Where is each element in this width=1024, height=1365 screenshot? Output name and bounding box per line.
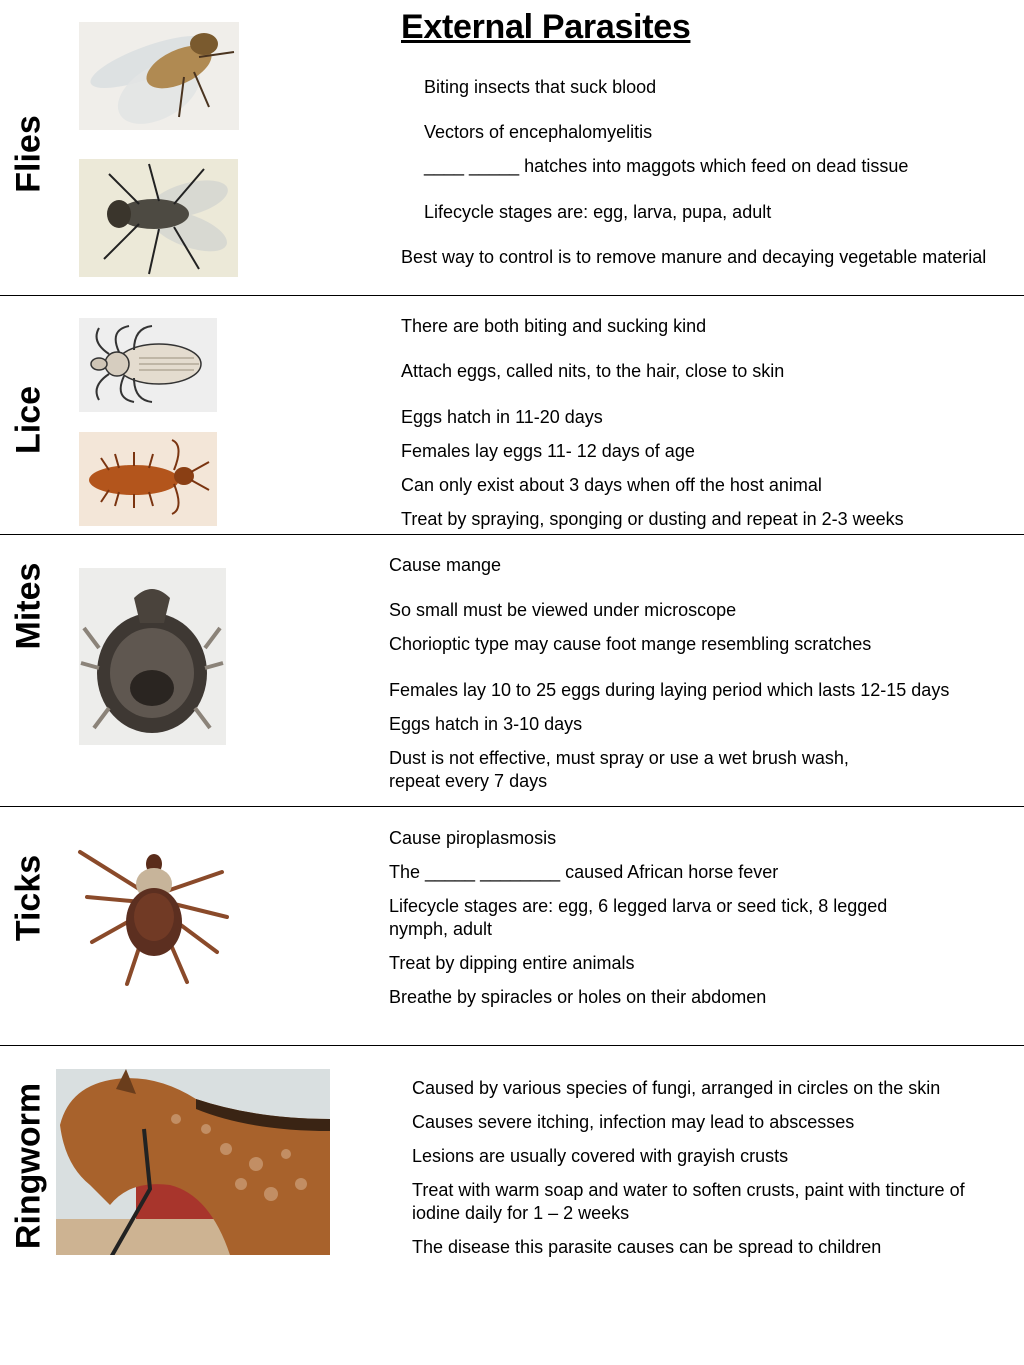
ticks-fact-1: Cause piroplasmosis (389, 828, 557, 848)
ringworm-fact-3: Lesions are usually covered with grayish crusts (412, 1146, 789, 1166)
ticks-fact-3: Lifecycle stages are: egg, 6 legged larva or seed tick, 8 legged nymph, adult (389, 896, 888, 939)
ringworm-label: Ringworm (9, 1082, 48, 1250)
ticks-label: Ticks (9, 854, 48, 942)
lice-fact-6: Treat by spraying, sponging or dusting and repeat in 2-3 weeks (401, 509, 904, 529)
house-fly-photo (79, 159, 238, 277)
ticks-fact-5: Breathe by spiracles or holes on their abdomen (389, 987, 767, 1007)
divider-flies-lice (0, 295, 1024, 296)
ringworm-fact-1: Caused by various species of fungi, arranged in circles on the skin (412, 1078, 941, 1098)
mites-fact-5: Eggs hatch in 3-10 days (389, 714, 583, 734)
ringworm-fact-5: The disease this parasite causes can be spread to children (412, 1237, 882, 1257)
lice-fact-2: Attach eggs, called nits, to the hair, close to skin (401, 361, 785, 381)
mites-fact-2: So small must be viewed under microscope (389, 600, 737, 620)
lice-fact-4: Females lay eggs 11- 12 days of age (401, 441, 695, 461)
ringworm-fact-4: Treat with warm soap and water to soften crusts, paint with tincture of iodine daily for 1 – 2 weeks (412, 1180, 965, 1223)
ticks-fact-4: Treat by dipping entire animals (389, 953, 635, 973)
ticks-fact-2: The _____ ________ caused African horse fever (389, 862, 779, 882)
lice-fact-5: Can only exist about 3 days when off the host animal (401, 475, 822, 495)
mite-microscope-photo (79, 568, 226, 745)
sucking-louse-drawing (79, 318, 217, 412)
flies-fact-5: Best way to control is to remove manure and decaying vegetable material (401, 247, 987, 267)
horse-fly-photo (79, 22, 239, 130)
lice-fact-1: There are both biting and sucking kind (401, 316, 707, 336)
page-title: External Parasites (401, 8, 691, 46)
lice-label: Lice (9, 385, 48, 455)
lice-fact-3: Eggs hatch in 11-20 days (401, 407, 603, 427)
biting-louse-photo (79, 432, 217, 526)
flies-fact-2: Vectors of encephalomyelitis (424, 122, 653, 142)
horse-ringworm-photo (56, 1069, 330, 1255)
mites-fact-4: Females lay 10 to 25 eggs during laying period which lasts 12-15 days (389, 680, 950, 700)
divider-lice-mites (0, 534, 1024, 535)
ringworm-fact-2: Causes severe itching, infection may lead to abscesses (412, 1112, 855, 1132)
flies-fact-4: Lifecycle stages are: egg, larva, pupa, adult (424, 202, 772, 222)
flies-fact-3: ____ _____ hatches into maggots which feed on dead tissue (424, 156, 909, 176)
divider-ticks-ringworm (0, 1045, 1024, 1046)
flies-fact-1: Biting insects that suck blood (424, 77, 657, 97)
mites-label: Mites (9, 562, 48, 650)
mites-fact-3: Chorioptic type may cause foot mange resembling scratches (389, 634, 872, 654)
divider-mites-ticks (0, 806, 1024, 807)
flies-label: Flies (9, 115, 48, 193)
mites-fact-1: Cause mange (389, 555, 502, 575)
tick-photo (72, 842, 234, 990)
mites-fact-6: Dust is not effective, must spray or use a wet brush wash, repeat every 7 days (389, 748, 849, 791)
